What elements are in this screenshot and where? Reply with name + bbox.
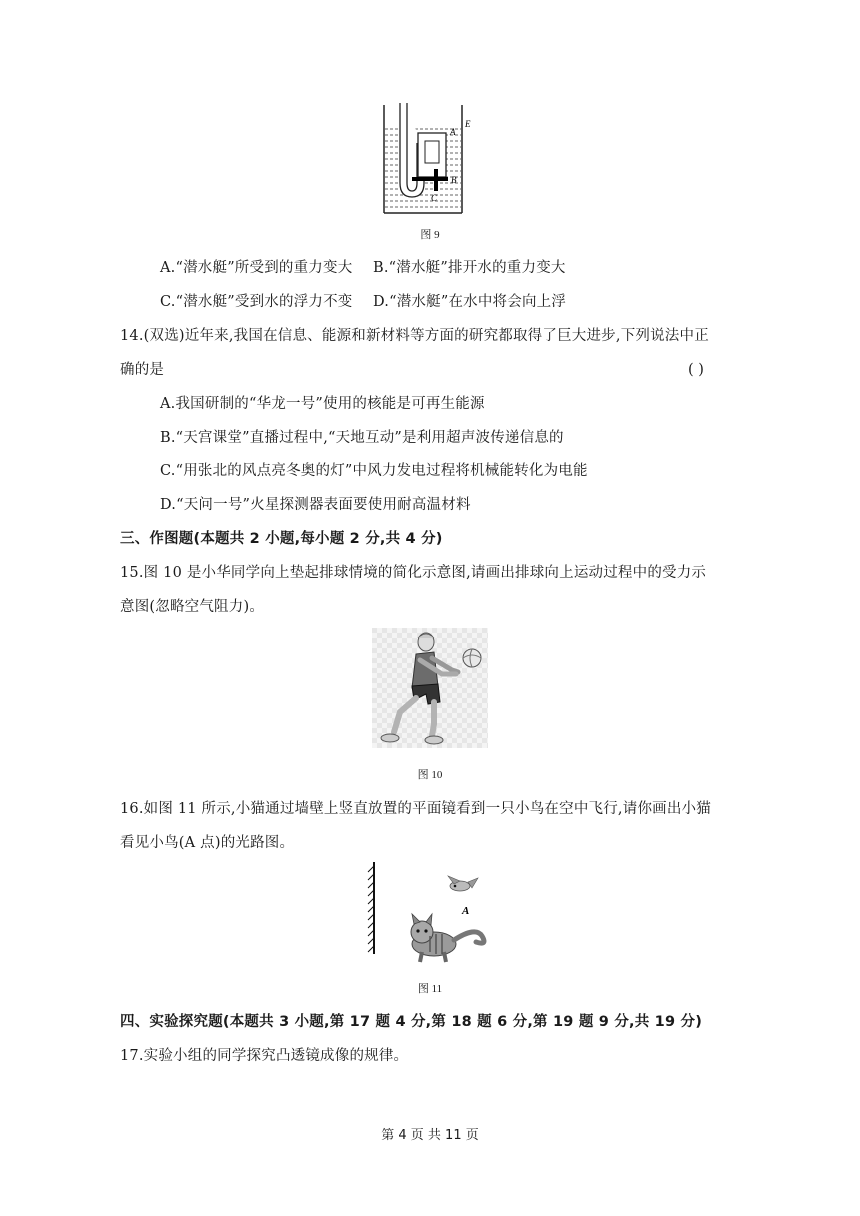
bird-icon bbox=[448, 876, 478, 891]
volleyball-icon bbox=[463, 649, 481, 667]
label-c: C bbox=[431, 193, 438, 203]
q14-answer-paren: ( ) bbox=[688, 362, 704, 378]
figure-11-caption: 图 11 bbox=[417, 983, 443, 995]
volleyball-player-illustration bbox=[372, 628, 488, 748]
figure-9 bbox=[378, 103, 488, 218]
q13-option-a: A.“潜水艇”所受到的重力变大 bbox=[160, 260, 353, 276]
q14-option-c: C.“用张北的风点亮冬奥的灯”中风力发电过程将机械能转化为电能 bbox=[160, 463, 588, 479]
section-3-title: 三、作图题(本题共 2 小题,每小题 2 分,共 4 分) bbox=[120, 531, 443, 547]
label-a: A bbox=[450, 127, 456, 137]
q14-stem-line1: 14.(双选)近年来,我国在信息、能源和新材料等方面的研究都取得了巨大进步,下列说法中正 bbox=[120, 328, 709, 344]
q15-line2: 意图(忽略空气阻力)。 bbox=[120, 599, 265, 615]
point-a-label: A bbox=[462, 905, 470, 917]
section-4-title: 四、实验探究题(本题共 3 小题,第 17 题 4 分,第 18 题 6 分,第 19 题 9 分,共 19 分) bbox=[120, 1014, 703, 1030]
mirror-cat-bird-diagram bbox=[364, 862, 494, 968]
figure-10 bbox=[372, 628, 488, 748]
q16-line1: 16.如图 11 所示,小猫通过墙壁上竖直放置的平面镜看到一只小鸟在空中飞行,请你画出小猫 bbox=[120, 801, 711, 817]
cat-icon bbox=[411, 914, 484, 962]
figure-10-caption: 图 10 bbox=[417, 769, 443, 781]
submarine-model-diagram bbox=[378, 103, 488, 218]
figure-11 bbox=[364, 862, 494, 968]
q13-option-b: B.“潜水艇”排开水的重力变大 bbox=[373, 260, 566, 276]
label-b: B bbox=[451, 175, 457, 185]
q17-line1: 17.实验小组的同学探究凸透镜成像的规律。 bbox=[120, 1048, 409, 1064]
figure-9-caption: 图 9 bbox=[420, 229, 440, 241]
q16-line2: 看见小鸟(A 点)的光路图。 bbox=[120, 835, 295, 851]
q14-option-a: A.我国研制的“华龙一号”使用的核能是可再生能源 bbox=[160, 396, 485, 412]
q14-stem-line2: 确的是 bbox=[120, 362, 165, 378]
q13-option-c: C.“潜水艇”受到水的浮力不变 bbox=[160, 294, 353, 310]
page-footer: 第 4 页 共 11 页 bbox=[381, 1128, 479, 1143]
q14-option-b: B.“天宫课堂”直播过程中,“天地互动”是利用超声波传递信息的 bbox=[160, 430, 564, 446]
label-e: E bbox=[465, 119, 471, 129]
q14-option-d: D.“天问一号”火星探测器表面要使用耐高温材料 bbox=[160, 497, 471, 513]
q15-line1: 15.图 10 是小华同学向上垫起排球情境的简化示意图,请画出排球向上运动过程中的受力示 bbox=[120, 565, 707, 581]
q13-option-d: D.“潜水艇”在水中将会向上浮 bbox=[373, 294, 567, 310]
